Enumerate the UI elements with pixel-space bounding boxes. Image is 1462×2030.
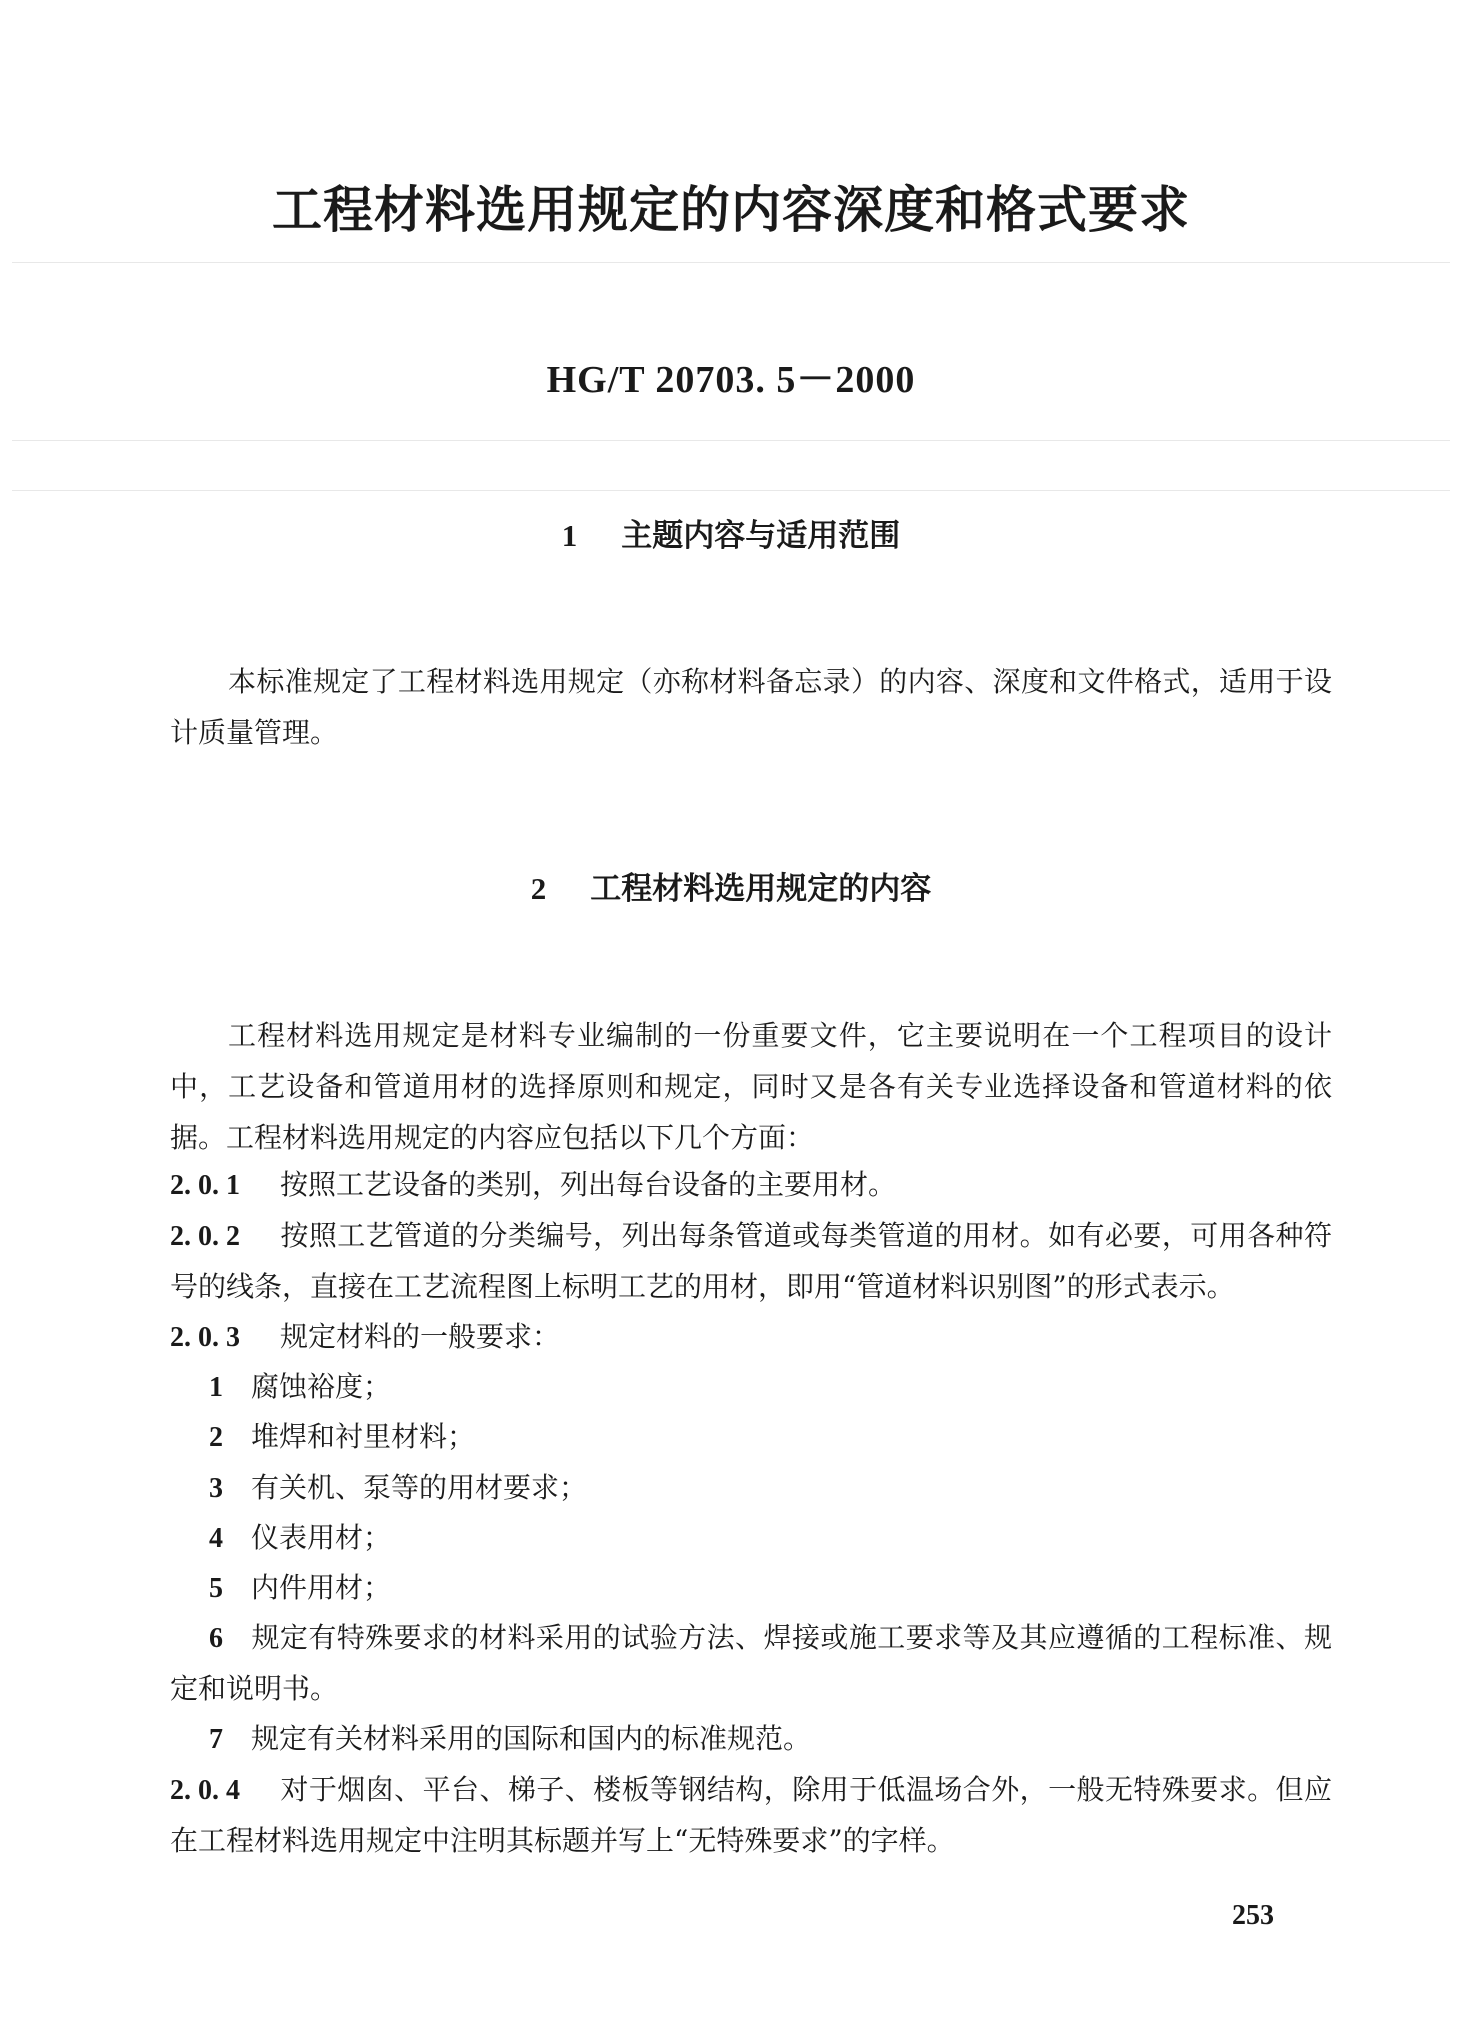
clause-text: 对于烟囱、平台、梯子、楼板等钢结构，除用于低温场合外，一般无特殊要求。但应在工程材料选用规定中注明其标题并写上“无特殊要求”的字样。 — [170, 1773, 1332, 1857]
clause-text: 按照工艺设备的类别，列出每台设备的主要用材。 — [280, 1168, 897, 1201]
page-title: 工程材料选用规定的内容深度和格式要求 — [272, 181, 1190, 239]
page-number: 253 — [1232, 1900, 1274, 1931]
section-number: 2 — [530, 871, 547, 906]
section-title: 主题内容与适用范围 — [621, 518, 901, 554]
item-text: 腐蚀裕度； — [251, 1370, 392, 1403]
item-number: 4 — [209, 1523, 223, 1554]
section-heading-1 — [0, 510, 1462, 555]
item-text: 堆焊和衬里材料； — [251, 1420, 476, 1453]
section-2-paragraph: 工程材料选用规定是材料专业编制的一份重要文件，它主要说明在一个工程项目的设计中，工艺设备和管道用材的选择原则和规定，同时又是各有关专业选择设备和管道材料的依据。工程材料选用规定的内容应包括以下几个方面： — [170, 1019, 1332, 1154]
item-text: 内件用材； — [251, 1571, 392, 1604]
item-number: 6 — [209, 1623, 223, 1654]
list-item — [170, 1714, 1332, 1765]
list-item — [170, 1412, 1332, 1463]
clause-number: 2. 0. 2 — [170, 1221, 240, 1252]
section-heading-2 — [0, 863, 1462, 908]
section-title: 工程材料选用规定的内容 — [590, 871, 932, 907]
list-item — [170, 1362, 1332, 1413]
item-text: 仪表用材； — [251, 1521, 392, 1554]
scan-line — [12, 490, 1450, 491]
clause-2-0-4 — [170, 1765, 1332, 1866]
list-item — [170, 1613, 1332, 1714]
item-text: 规定有关材料采用的国际和国内的标准规范。 — [251, 1722, 812, 1755]
item-text: 规定有特殊要求的材料采用的试验方法、焊接或施工要求等及其应遵循的工程标准、规定和说明书。 — [170, 1621, 1332, 1705]
item-text: 有关机、泵等的用材要求； — [251, 1471, 588, 1504]
section-number: 1 — [561, 518, 578, 553]
list-item — [170, 1463, 1332, 1514]
clause-2-0-3 — [170, 1312, 1332, 1363]
item-number: 7 — [209, 1724, 223, 1755]
item-number: 3 — [209, 1473, 223, 1504]
scan-line — [12, 262, 1450, 263]
item-number: 1 — [209, 1372, 223, 1403]
clause-number: 2. 0. 1 — [170, 1170, 240, 1201]
item-number: 2 — [209, 1422, 223, 1453]
clause-2-0-1 — [170, 1160, 1332, 1211]
scan-line — [12, 440, 1450, 441]
clause-2-0-2 — [170, 1211, 1332, 1312]
clause-number: 2. 0. 3 — [170, 1322, 240, 1353]
clause-text: 规定材料的一般要求： — [280, 1320, 561, 1353]
list-item — [170, 1563, 1332, 1614]
clause-text: 按照工艺管道的分类编号，列出每条管道或每类管道的用材。如有必要，可用各种符号的线条，直接在工艺流程图上标明工艺的用材，即用“管道材料识别图”的形式表示。 — [170, 1219, 1332, 1303]
standard-number: HG/T 20703. 5－2000 — [546, 359, 916, 401]
section-1-paragraph: 本标准规定了工程材料选用规定（亦称材料备忘录）的内容、深度和文件格式，适用于设计质量管理。 — [170, 665, 1332, 749]
list-item — [170, 1513, 1332, 1564]
clause-number: 2. 0. 4 — [170, 1775, 240, 1806]
item-number: 5 — [209, 1573, 223, 1604]
